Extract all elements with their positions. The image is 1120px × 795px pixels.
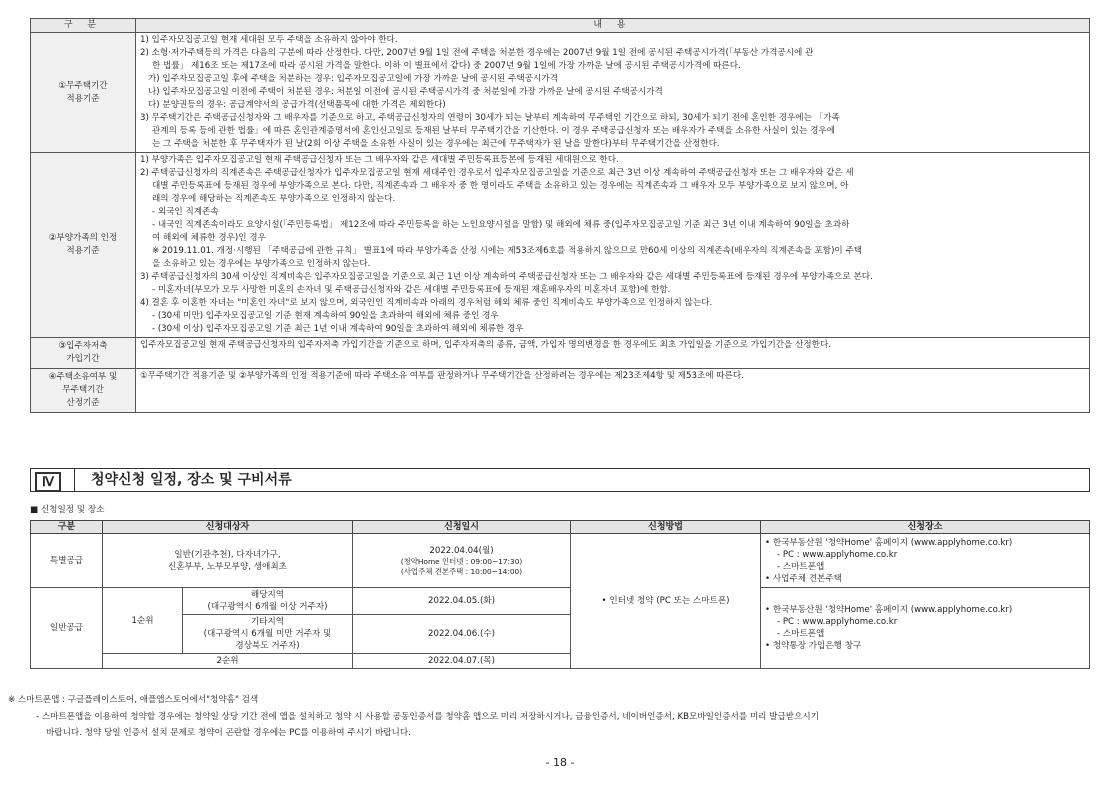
row-no-house-period <box>31 33 1090 153</box>
cell-general-place: • 한국부동산원 '청약Home' 홈페이지 (www.applyhome.co.kr) - PC : www.applyhome.co.kr - 스마트폰앱 • 청약통장 가입은행 창구 <box>761 588 1090 669</box>
content-no-house-period: 1) 입주자모집공고일 현재 세대원 모두 주택을 소유하지 않아야 한다. 2) 소형·저가주택등의 가격은 다음의 구분에 따라 산정한다. 다만, 2007년 9월 1일 전에 주택을 처분한 경우에는 2007년 9월 1일 전에 공시된 주택공시가격(「부동산 가격공시에 관 한 법률」 제16조 또는 제17조에 따라 공시된 가격을 말한다. 이하 이 별표에서 같다) 중 2007년 9월 1일에 가장 가까운 날에 공시된 주택공시가격에 따른다. 가) 입주자모집공고일 후에 주택을 처분하는 경우: 입주자모집공고일에 가장 가까운 날에 공시된 주택공시가격 나) 입주자모집공고일 이전에 주택이 처분된 경우: 처분일 이전에 공시된 주택공시가격 중 처분일에 가장 가까운 날에 공시된 주택공시가격 다) 분양권등의 경우: 공급계약서의 공급가격(선택품목에 대한 가격은 제외한다) 3) 무주택기간은 주택공급신청자와 그 배우자를 기준으로 하고, 주택공급신청자의 연령이 30세가 되는 날부터 계속하여 무주택인 기간으로 하되, 30세가 되기 전에 혼인한 경우에는 「가족 관계의 등록 등에 관한 법률」에 따른 혼인관계증명서에 혼인신고일로 등재된 날부터 무주택기간을 기산한다. 이 경우 주택공급신청자 또는 배우자가 주택을 소유한 사실이 있는 경우에 는 그 주택을 처분한 후 무주택자가 된 날(2회 이상 주택을 소유한 사실이 있는 경우에는 최근에 무주택자가 된 날을 말한다)부터 무주택기간을 산정한다. <box>136 33 1090 153</box>
cell-area2: 기타지역 (대구광역시 6개월 미만 거주자 및 경상북도 거주자) <box>183 615 353 654</box>
section-divider <box>74 469 75 491</box>
header-type: 구분 <box>31 521 103 534</box>
cell-special-target: 일반(기관추천), 다자녀가구, 신혼부부, 노부모부양, 생애최초 <box>103 534 353 588</box>
row-dependents <box>31 153 1090 338</box>
cell-general-label: 일반공급 <box>31 588 103 669</box>
note-app-detail-1: - 스마트폰앱을 이용하여 청약할 경우에는 청약일 상당 기간 전에 앱을 설치하고 청약 시 사용할 공동인증서를 청약홈 앱으로 미리 저장하시거나, 금융인증서, 네이버인증서, KB모바일인증서를 미리 발급받으시기 <box>36 712 819 722</box>
section-header <box>30 468 1090 492</box>
note-app-detail-2: 바랍니다. 청약 당일 인증서 설치 문제로 청약이 곤란할 경우에는 PC를 이용하여 주시기 바랍니다. <box>46 728 411 738</box>
header-content: 내 용 <box>136 19 1090 33</box>
cell-special-place: • 한국부동산원 '청약Home' 홈페이지 (www.applyhome.co.kr) - PC : www.applyhome.co.kr - 스마트폰앱 • 사업주체 견본주택 <box>761 534 1090 588</box>
content-savings-period: 입주자모집공고일 현재 주택공급신청자의 입주자저축 가입기간을 기준으로 하며, 입주자저축의 종류, 금액, 가입자 명의변경을 한 경우에도 최초 가입일을 기준으로 가입기간을 산정한다. <box>136 338 1090 369</box>
criteria-header-row <box>31 19 1090 33</box>
row-savings-period <box>31 338 1090 369</box>
label-no-house-period: ①무주택기간 적용기준 <box>31 33 136 153</box>
header-target: 신청대상자 <box>103 521 353 534</box>
cell-area1: 해당지역 (대구광역시 6개월 이상 거주자) <box>183 588 353 615</box>
schedule-header-row <box>31 521 1090 534</box>
cell-rank1: 1순위 <box>103 588 183 654</box>
cell-method: • 인터넷 청약 (PC 또는 스마트폰) <box>571 534 761 669</box>
schedule-subtitle: ■ 신청일정 및 장소 <box>30 505 105 515</box>
cell-rank2-date: 2022.04.07.(목) <box>353 654 571 669</box>
cell-special-date: 2022.04.04(월) (청약Home 인터넷 : 09:00~17:30) (사업주체 견본주택 : 10:00~14:00) <box>353 534 571 588</box>
section-number: Ⅳ <box>35 472 61 492</box>
content-house-ownership: ①무주택기간 적용기준 및 ②부양가족의 인정 적용기준에 따라 주택소유 여부를 판정하거나 무주택기간을 산정하려는 경우에는 제23조제4항 및 제53조에 따른다. <box>136 369 1090 413</box>
content-dependents: 1) 부양가족은 입주자모집공고일 현재 주택공급신청자 또는 그 배우자와 같은 세대별 주민등록표등본에 등재된 세대원으로 한다. 2) 주택공급신청자의 직계존속은 주택공급신청자가 입주자모집공고일 현재 세대주인 경우로서 입주자모집공고일을 기준으로 최근 3년 이상 계속하여 주택공급신청자 또는 그 배우자와 같은 세 대별 주민등록표에 등재된 경우에 부양가족으로 본다. 다만, 직계존속과 그 배우자 중 한 명이라도 주택을 소유하고 있는 경우에는 직계존속과 그 배우자 모두 부양가족으로 보지 않으며, 아 래의 경우에 해당하는 직계존속도 부양가족으로 인정하지 않는다. - 외국인 직계존속 - 내국인 직계존속이라도 요양시설(「주민등록법」 제12조에 따라 주민등록을 하는 노인요양시설을 말함) 및 해외에 체류 중(입주자모집공고일 기준 최근 3년 이내 계속하여 90일을 초과하 여 해외에 체류한 경우)인 경우 ※ 2019.11.01. 개정·시행된 「주택공급에 관한 규칙」 별표1에 따라 부양가족을 산정 시에는 제53조제6호를 적용하지 않으므로 만60세 이상의 직계존속(배우자의 직계존속을 포함)이 주택 을 소유하고 있는 경우에는 부양가족으로 인정하지 않는다. 3) 주택공급신청자의 30세 이상인 직계비속은 입주자모집공고일을 기준으로 최근 1년 이상 계속하여 주택공급신청자 또는 그 배우자와 같은 세대별 주민등록표에 등재된 경우에 부양가족으로 본다. - 미혼자녀(부모가 모두 사망한 미혼의 손자녀 및 주택공급신청자와 같은 세대별 주민등록표에 등재된 재혼배우자의 미혼자녀 포함)에 한함. 4) 결혼 후 이혼한 자녀는 "미혼인 자녀"로 보지 않으며, 외국인인 직계비속과 아래의 경우처럼 해외 체류 중인 직계비속도 부양가족으로 인정하지 않는다. - (30세 미만) 입주자모집공고일 기준 현재 계속하여 90일을 초과하여 해외에 체류 중인 경우 - (30세 이상) 입주자모집공고일 기준 최근 1년 이내 계속하여 90일을 초과하여 해외에 체류한 경우 <box>136 153 1090 338</box>
cell-rank2: 2순위 <box>103 654 353 669</box>
schedule-table <box>30 520 1090 669</box>
row-house-ownership <box>31 369 1090 413</box>
page-number: - 18 - <box>545 756 575 769</box>
label-savings-period: ③입주자저축 가입기간 <box>31 338 136 369</box>
cell-area2-date: 2022.04.06.(수) <box>353 615 571 654</box>
note-app: ※ 스마트폰앱 : 구글플레이스토어, 애플앱스토어에서"청약홈" 검색 <box>8 695 259 705</box>
row-general-area1 <box>31 588 1090 615</box>
criteria-table <box>30 18 1090 413</box>
cell-area1-date: 2022.04.05.(화) <box>353 588 571 615</box>
label-house-ownership: ④주택소유여부 및 무주택기간 산정기준 <box>31 369 136 413</box>
header-date: 신청일시 <box>353 521 571 534</box>
header-place: 신청장소 <box>761 521 1090 534</box>
row-special-supply <box>31 534 1090 588</box>
section-title: 청약신청 일정, 장소 및 구비서류 <box>91 472 292 488</box>
cell-special-label: 특별공급 <box>31 534 103 588</box>
header-category: 구 분 <box>31 19 136 33</box>
label-dependents: ②부양가족의 인정 적용기준 <box>31 153 136 338</box>
header-method: 신청방법 <box>571 521 761 534</box>
